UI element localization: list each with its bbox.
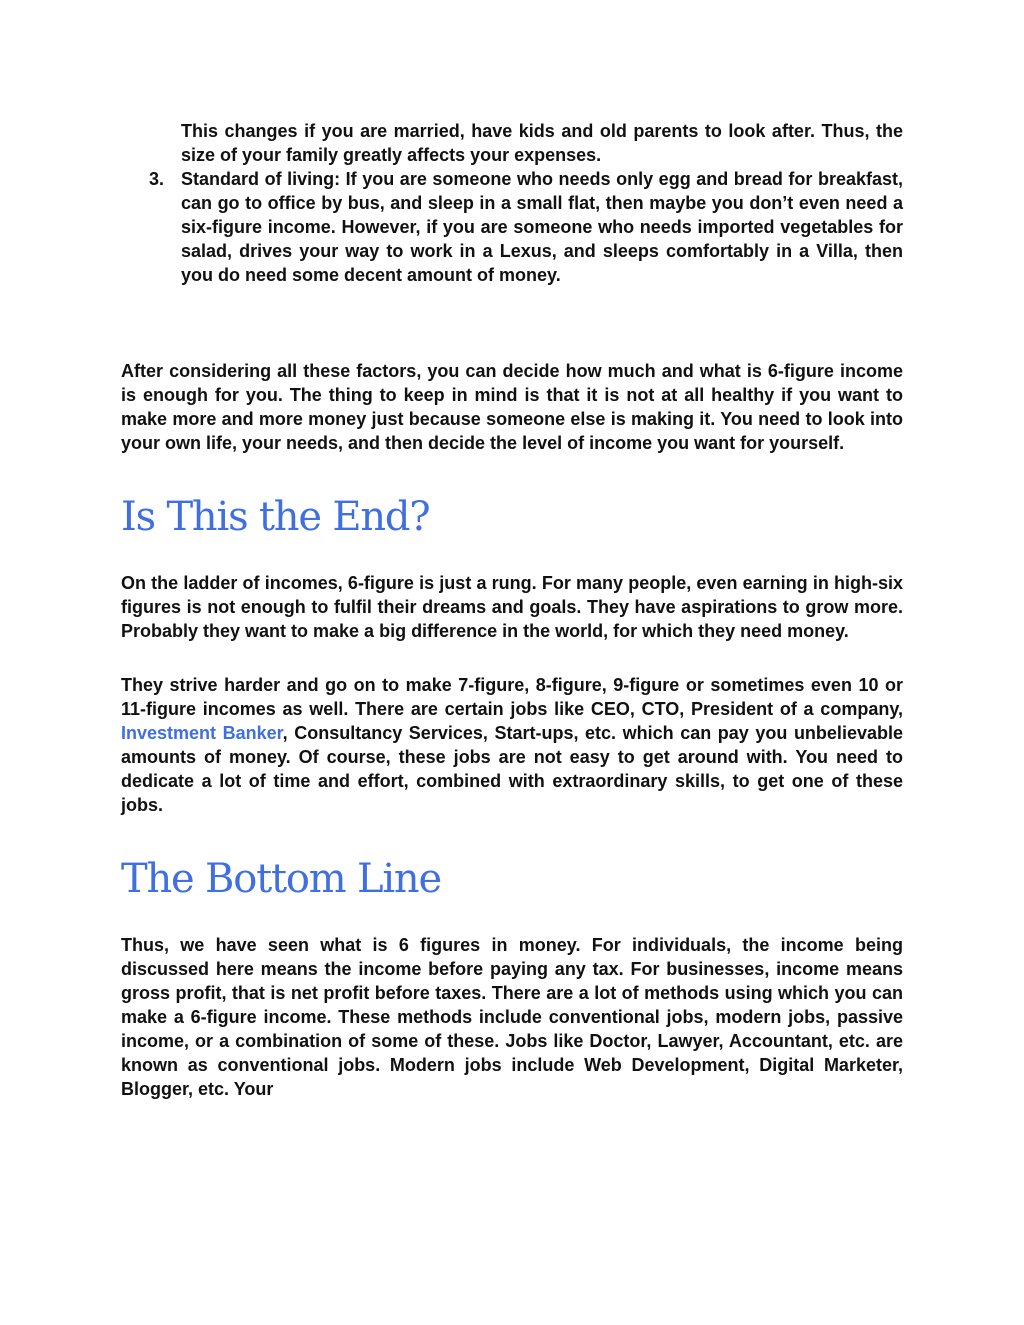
list-item-continuation: This changes if you are married, have kids and old parents to look after. Thus, the size of your family greatly affects your expenses. xyxy=(181,121,903,165)
list-item-text: Standard of living: If you are someone who needs only egg and bread for breakfast, can go to office by bus, and sleep in a small flat, then maybe you don’t even need a six-figure income. However, if you are someone who needs imported vegetables for salad, drives your way to work in a Lexus, and sleeps comfortably in a Villa, then you do need some decent amount of money. xyxy=(181,169,903,285)
document-page xyxy=(121,119,903,1101)
paragraph-ladder-of-incomes: On the ladder of incomes, 6-figure is just a rung. For many people, even earning in high-six figures is not enough to fulfil their dreams and goals. They have aspirations to grow more. Probably they want to make a big difference in the world, for which they need money. xyxy=(121,573,903,641)
paragraph-after-factors: After considering all these factors, you can decide how much and what is 6-figure income is enough for you. The thing to keep in mind is that it is not at all healthy if you want to make more and more money just because someone else is making it. You need to look into your own life, your needs, and then decide the level of income you want for yourself. xyxy=(121,361,903,453)
paragraph-text: They strive harder and go on to make 7-figure, 8-figure, 9-figure or sometimes even 10 or 11-figure incomes as well. There are certain jobs like CEO, CTO, President of a company, xyxy=(121,675,903,719)
list-item-number: 3. xyxy=(149,169,165,189)
investment-banker-link[interactable]: Investment Banker xyxy=(121,723,283,743)
paragraph-strive-harder xyxy=(121,673,903,817)
paragraph-bottom-line: Thus, we have seen what is 6 figures in money. For individuals, the income being discussed here means the income before paying any tax. For businesses, income means gross profit, that is net profit before taxes. There are a lot of methods using which you can make a 6-figure income. These methods include conventional jobs, modern jobs, passive income, or a combination of some of these. Jobs like Doctor, Lawyer, Accountant, etc. are known as conventional jobs. Modern jobs include Web Development, Digital Marketer, Blogger, etc. Your xyxy=(121,935,903,1099)
heading-is-this-the-end: Is This the End? xyxy=(121,494,430,540)
list-item-standard-of-living xyxy=(149,167,903,287)
paragraph-text: , Consultancy Services, Start-ups, etc. which can pay you unbelievable amounts of money. Of course, these jobs are not easy to get around with. You need to dedicate a lot of time and effort, combined with extraordinary skills, to get one of these jobs. xyxy=(121,723,903,815)
heading-the-bottom-line: The Bottom Line xyxy=(121,856,441,902)
